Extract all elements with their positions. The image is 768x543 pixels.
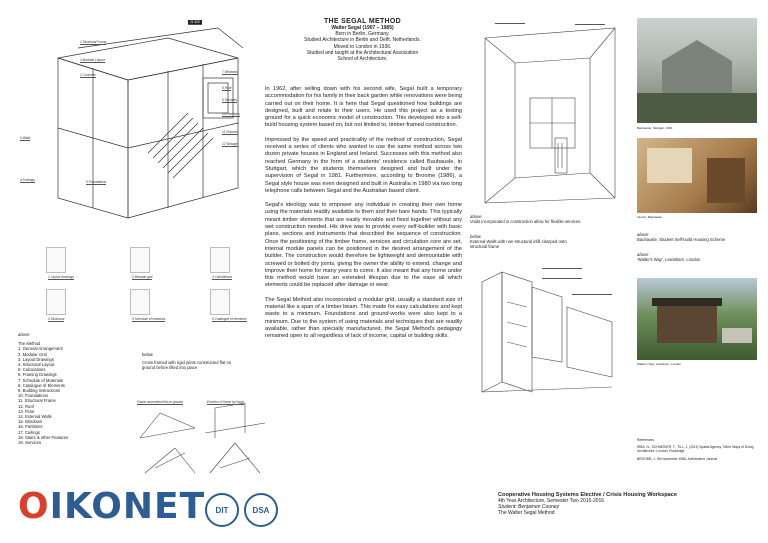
footer-info bbox=[498, 492, 768, 517]
method-item: 12. Roof bbox=[18, 403, 34, 409]
method-list bbox=[18, 332, 118, 445]
doc-label: 3 Calculations bbox=[212, 275, 233, 279]
paragraph: Impressed by the speed and practicality of the method of construction, Segal received a series of clients who wanted to use the same method across two dozen private houses in England and Ireland. Successes with this method also reached Germany in the form of a students' residence called Bauhausle, in Stuttgart, which the students themselves designed and built under the supervision of Segal in 1981. Furthermore, according to Broome (1986), a Segal style house was even designed and built in Australia in 1980 via two long telephone calls between Segal and the Australian based client. bbox=[265, 136, 462, 194]
frame-sketch-label: Erection of frame by hand bbox=[207, 400, 244, 404]
iso-label: 10 Partitions bbox=[222, 112, 240, 116]
photo-caption: Walter's Way, Lewisham, London bbox=[637, 362, 681, 366]
method-item: 7. Schedule of Materials bbox=[18, 377, 63, 383]
method-list-above: above bbox=[18, 332, 30, 337]
dit-logo-text: DIT bbox=[215, 505, 229, 515]
paragraph: In 1962, after selling down with his second wife, Segal built a temporary accommodation for his family in their back garden while renovations were being carried out on their home. It is here that Segal questioned how buildings are designed, built and relate to their users. He used this project as a testing ground for a quick economic model of construction. This developed into a self-build housing system based on, but not limited to, timber-framed construction. bbox=[265, 86, 462, 129]
wall-caption bbox=[470, 234, 580, 250]
reference-item: RIBA, N., SCHNEIDER, T., TILL, J. (2011) Spatial Agency: Other Ways of Doing Architecture. London, Routledge bbox=[637, 445, 754, 454]
photo-caption: Interior, Bauhausle bbox=[637, 215, 663, 219]
footer-line: 4th Year Architecture, Semester Two 2015-2016 bbox=[498, 498, 605, 504]
wall-label bbox=[542, 266, 582, 269]
method-item: 11. Structural Frame bbox=[18, 398, 56, 404]
frame-caption bbox=[142, 352, 237, 371]
doc-label: 5 Schedule of materials bbox=[132, 317, 166, 321]
method-item: 1. General Arrangement bbox=[18, 346, 63, 352]
method-item: 16. Partitions bbox=[18, 424, 43, 430]
body-text bbox=[265, 86, 462, 341]
method-item: 13. Floor bbox=[18, 408, 35, 414]
method-item: 15. Windows bbox=[18, 419, 42, 425]
doc-label: 1 Layout drawings bbox=[48, 275, 74, 279]
paragraph: Segal's ideology was to empower any individual in creating their own home using the materials readily available to them and their bare hands. This typically meant timber elements that are easily movable and fixed together without any wet construction needed. His drive was to provide every self-builder with basic plans, sections and instruments that described the sequence of construction. Once the positioning of the timber frame, services and circulation core are set, internal module panels can be positioned in the desired arrangement of the builder. The construction would therefore be lightweight and demountable with screwed or bolted dry joints, giving the owner the ability to extend, change and improve their home for many years to come. It also meant that any home under this method would have an extended lifespan due to the ease all which elements could be replaced after damage or wear. bbox=[265, 202, 462, 289]
method-item: 19. Services bbox=[18, 440, 42, 446]
right-caption-2 bbox=[637, 252, 762, 262]
interior-caption-label: above bbox=[470, 214, 482, 219]
method-item: 9. Building Instructions bbox=[18, 388, 61, 394]
method-item: 14. External Walls bbox=[18, 414, 52, 420]
method-item: 6. Framing Drawings bbox=[18, 372, 57, 378]
method-item: 3. Layout Drawings bbox=[18, 356, 54, 362]
method-items bbox=[18, 346, 118, 445]
photo-walters-way bbox=[637, 278, 757, 360]
method-item: 17. Ceilings bbox=[18, 429, 40, 435]
wall-label bbox=[542, 276, 582, 279]
iso-label: 12 Storage bbox=[222, 142, 238, 146]
bio-line: Studied and taught at the Architectural Association bbox=[306, 49, 419, 56]
frame-caption-label: below bbox=[142, 352, 153, 357]
interior-caption-text: Voids incorporated in construction allow for flexible services bbox=[470, 219, 581, 225]
right-caption-label: above bbox=[637, 232, 649, 237]
interior-label bbox=[495, 21, 525, 24]
frame-sketch-label: Frame assembled flat on ground bbox=[137, 400, 183, 404]
bio-line: Born in Berlin, Germany. bbox=[335, 31, 390, 38]
photo-bauhausle-interior bbox=[637, 138, 757, 213]
frame-sketches bbox=[135, 398, 270, 478]
method-item: 4. Structural Layout bbox=[18, 362, 55, 368]
wall-label bbox=[572, 292, 612, 295]
references bbox=[637, 438, 762, 461]
footer-line: The Walter Segal Method bbox=[498, 510, 555, 517]
oikonet-logo: OIKONET bbox=[18, 486, 206, 527]
iso-label: 8 Roof bbox=[222, 86, 232, 90]
iso-label: 3 Modular Layout bbox=[80, 58, 105, 62]
oikonet-logo-text: IKONET bbox=[49, 486, 206, 527]
footer-student: Student: Benjamen Cooney bbox=[498, 504, 560, 511]
iso-top-label: 21 400 bbox=[190, 20, 200, 24]
paragraph: The Segal Method also incorporated a modular grid, usually a standard size of material like a span of a timber beam. This made for easy calculations and kept waste to a minimum. Foundations and ground-works were also kept to a minimum. Due to the system of using materials and techniques that are readily available, rather than specially manufactured, the Segal Method's pedagogy remained open to all regardless of lack of income, capital or building skills. bbox=[265, 296, 462, 340]
interior-sketch bbox=[475, 18, 625, 208]
references-heading: References bbox=[637, 438, 654, 442]
reference-item: BROOME, J. 5th November 1986, Architecture Journal bbox=[637, 456, 717, 461]
iso-label: 6 Walls bbox=[20, 136, 31, 140]
photo-bauhausle-exterior bbox=[637, 18, 757, 123]
document-sheets bbox=[40, 245, 250, 325]
interior-label bbox=[575, 22, 605, 25]
iso-label: 2 Concrete bbox=[80, 73, 96, 77]
photo-caption: Bauhausle, Stuttgart, 1981 bbox=[637, 126, 673, 130]
bio-line: School of Architecture. bbox=[337, 56, 388, 63]
iso-label: 7 Windows bbox=[222, 70, 238, 74]
method-item: 10. Foundations bbox=[18, 393, 49, 399]
bio-line: Moved to London in 1936. bbox=[333, 43, 392, 50]
doc-label: 6 Catalogue of elements bbox=[212, 317, 247, 321]
right-caption-text: Bauhausle, Student Self-build Housing Scheme bbox=[637, 237, 726, 243]
author-name: Walter Segal (1907 – 1985) bbox=[331, 25, 394, 31]
right-caption-1 bbox=[637, 232, 762, 242]
right-caption-label: above bbox=[637, 252, 649, 257]
frame-caption-text: Cross framed with rigid joints constructed flat on ground before lifted into place bbox=[142, 360, 232, 371]
iso-label: 11 Finishes bbox=[222, 130, 239, 134]
doc-label: 4 Structural bbox=[48, 317, 65, 321]
method-item: 2. Modular Grid bbox=[18, 351, 47, 357]
right-caption-text: 'Walter's Way', Lewisham, London bbox=[637, 257, 701, 263]
bio-line: Studied Architecture in Berlin and Delft, Netherlands. bbox=[304, 37, 421, 44]
page-title: THE SEGAL METHOD bbox=[323, 18, 401, 25]
method-item: 8. Catalogue of Elements bbox=[18, 382, 66, 388]
footer-title: Cooperative Housing Systems Elective / Crisis Housing Workspace bbox=[498, 492, 677, 498]
method-list-heading: The Method bbox=[18, 341, 41, 347]
dsa-logo bbox=[244, 493, 278, 527]
wall-caption-label: below bbox=[470, 234, 481, 239]
doc-label: 2 Modular grid bbox=[132, 275, 153, 279]
interior-caption bbox=[470, 214, 630, 224]
isometric-frame-drawing bbox=[18, 18, 263, 238]
iso-label: 5 Foundations bbox=[86, 180, 107, 184]
wall-detail-sketch bbox=[472, 262, 627, 402]
iso-label: 1 Structural Frame bbox=[80, 40, 107, 44]
method-item: 18. Stairs & other Features bbox=[18, 434, 69, 440]
dit-logo bbox=[205, 493, 239, 527]
dsa-logo-text: DSA bbox=[252, 505, 270, 515]
wall-caption-text: External Walls with non-structural infill clamped onto structural frame bbox=[470, 239, 567, 250]
method-item: 5. Calculations bbox=[18, 367, 46, 373]
iso-label: 4 Footings bbox=[20, 178, 35, 182]
iso-label: 9 Services bbox=[222, 98, 237, 102]
center-heading bbox=[255, 18, 470, 62]
